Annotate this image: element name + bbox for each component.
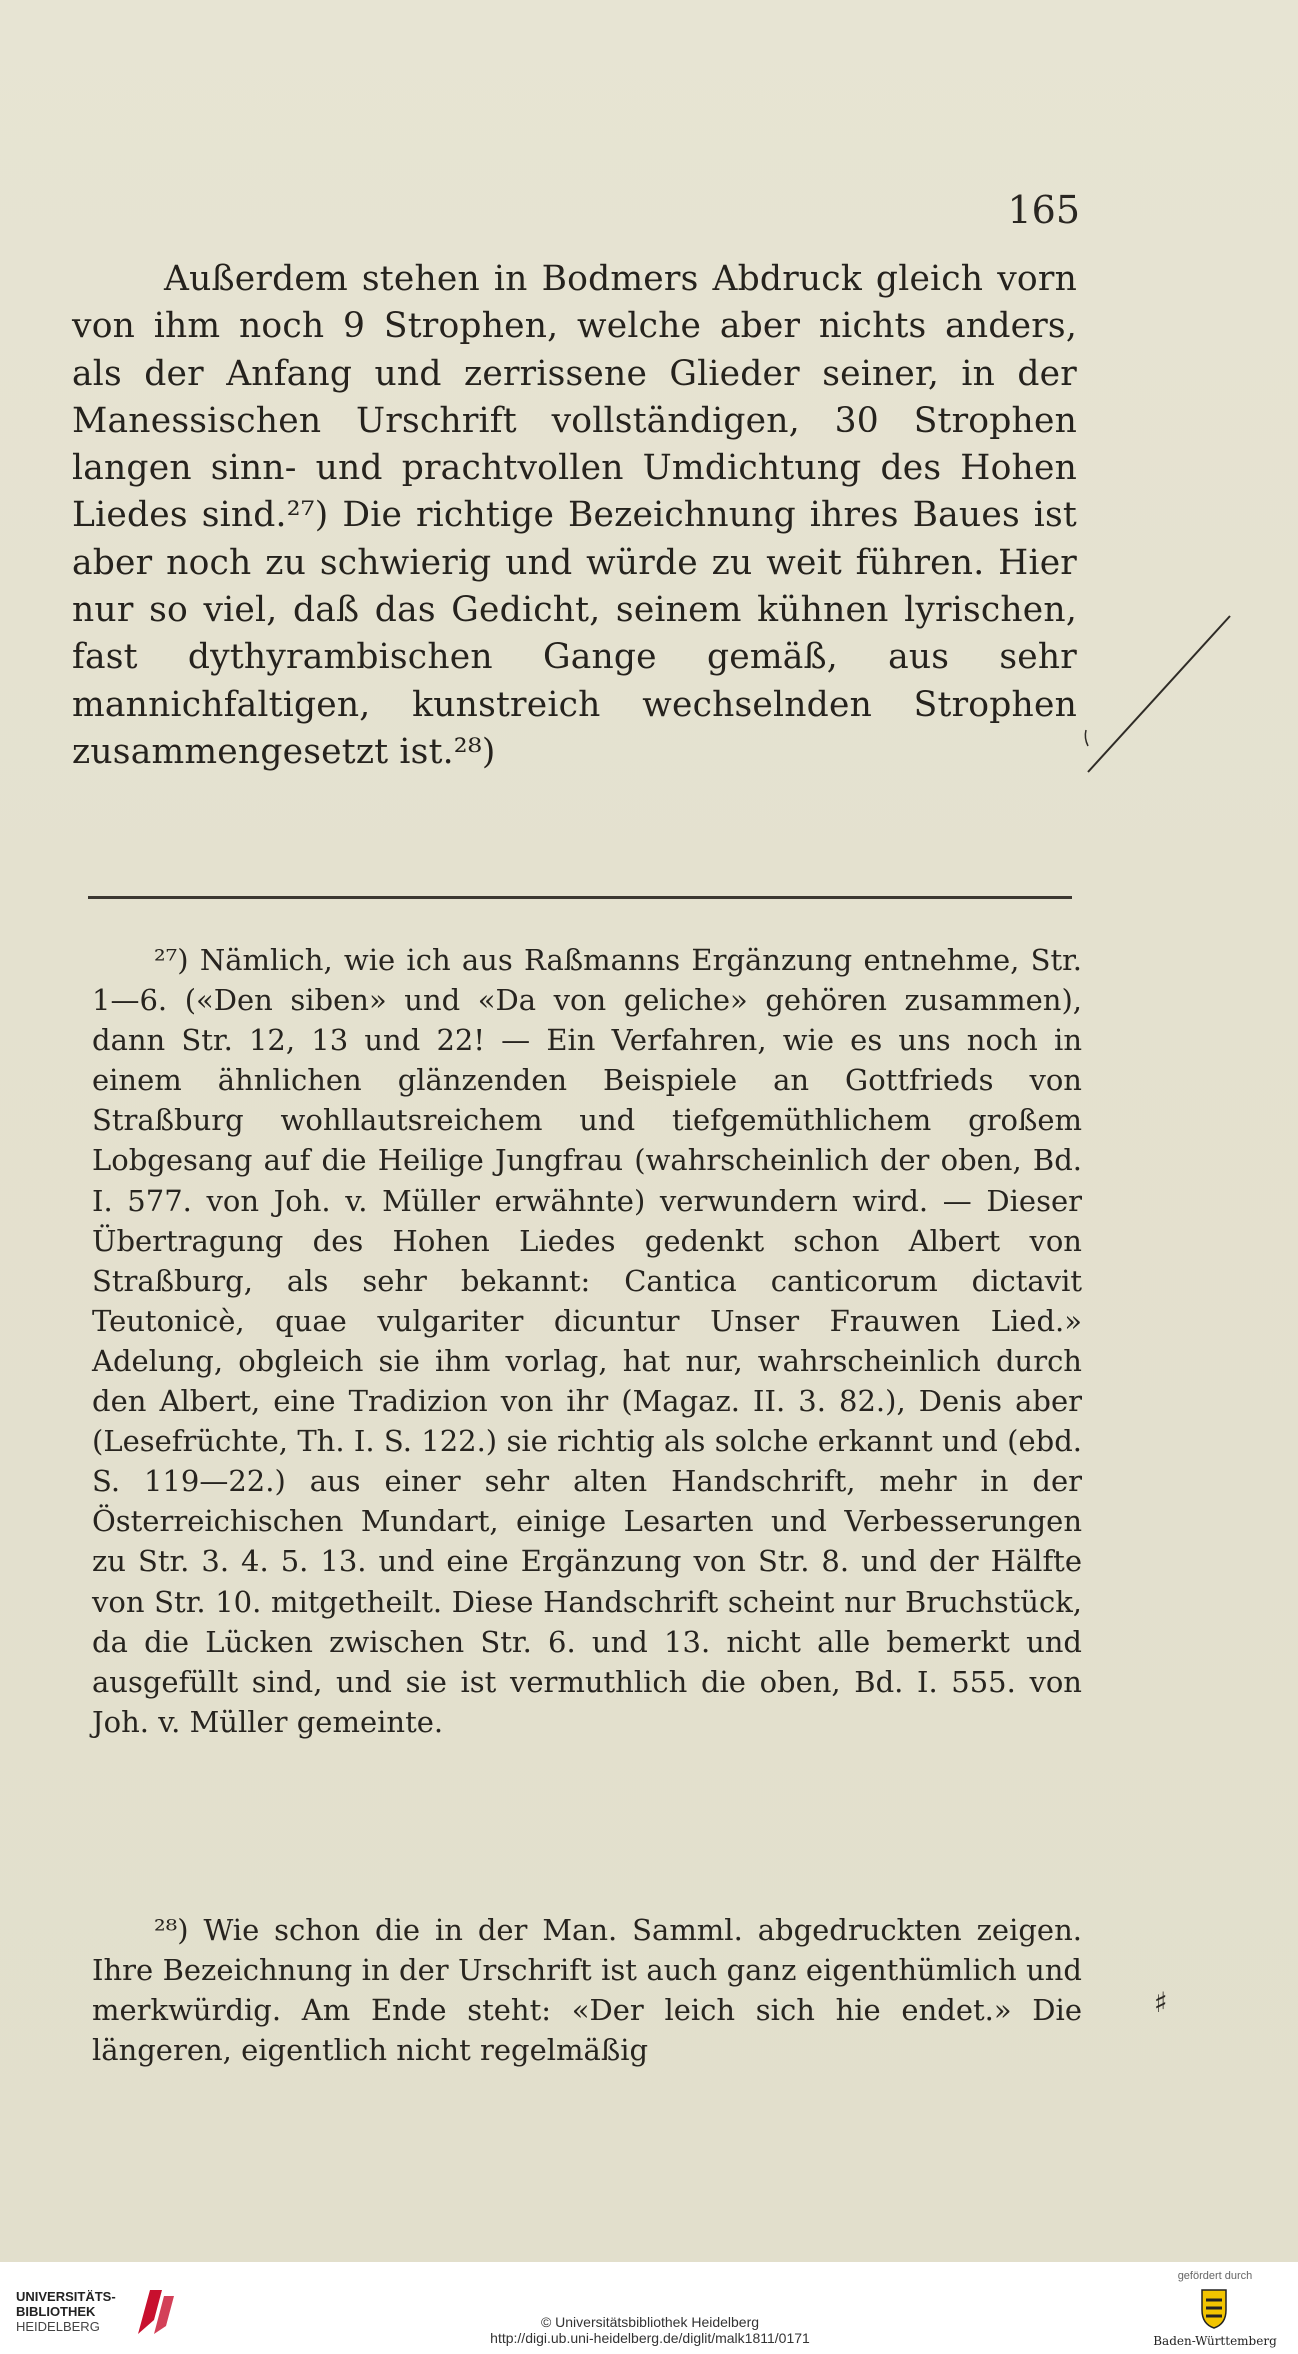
margin-mark: ♯ xyxy=(1154,1986,1168,2019)
library-line-3: HEIDELBERG xyxy=(16,2319,100,2334)
pen-mark-icon xyxy=(1080,610,1240,780)
baden-wuerttemberg-crest-icon xyxy=(1189,2286,1239,2330)
main-paragraph: Außerdem stehen in Bodmers Abdruck gleich vorn von ihm noch 9 Strophen, welche aber nichts anders, als der Anfang und zerrissene Glieder seiner, in der Manessischen Urschrift vollständigen, 30 Strophen langen sinn- und prachtvollen Umdichtung des Hohen Liedes sind.²⁷) Die richtige Bezeichnung ihres Baues ist aber noch zu schwierig und würde zu weit führen. Hier nur so viel, daß das Gedicht, seinem kühnen lyrischen, fast dythyrambischen Gange gemäß, aus sehr mannichfaltigen, kunstreich wechselnden Strophen zusammengesetzt ist.²⁸) xyxy=(72,259,1077,772)
permalink-url[interactable]: http://digi.ub.uni-heidelberg.de/diglit/malk1811/0171 xyxy=(490,2330,810,2346)
footnote-27: ²⁷) Nämlich, wie ich aus Raßmanns Ergänzung entnehme, Str. 1—6. («Den siben» und «Da von geliche» gehören zusammen), dann Str. 12, 13 und 22! — Ein Verfahren, wie es uns noch in einem ähnlichen glänzenden Beispiele an Gottfrieds von Straßburg wohllautsreichem und tiefgemüthlichem großem Lobgesang auf die Heilige Jungfrau (wahrscheinlich der oben, Bd. I. 577. von Joh. v. Müller erwähnte) verwundern wird. — Dieser Übertragung des Hohen Liedes gedenkt schon Albert von Straßburg, als sehr bekannt: Cantica canticorum dictavit Teutonicè, quae vulgariter dicuntur Unser Frauwen Lied.» Adelung, obgleich sie ihm vorlag, hat nur, wahrscheinlich durch den Albert, eine Tradizion von ihr (Magaz. II. 3. 82.), Denis aber (Lesefrüchte, Th. I. S. 122.) sie richtig als solche erkannt und (ebd. S. 119—22.) aus einer sehr alten Handschrift, mehr in der Österreichischen Mundart, einige Lesarten und Verbesserungen zu Str. 3. 4. 5. 13. und eine Ergänzung von Str. 8. und der Hälfte von Str. 10. mitgetheilt. Diese Handschrift scheint nur Bruchstück, da die Lücken zwischen Str. 6. und 13. nicht alle bemerkt und ausgefüllt sind, und sie ist vermuthlich die oben, Bd. I. 555. von Joh. v. Müller gemeinte. xyxy=(92,943,1082,1739)
copyright-block xyxy=(400,2314,900,2346)
funded-by-label: gefördert durch xyxy=(1177,2270,1253,2282)
library-line-2: BIBLIOTHEK xyxy=(16,2304,96,2319)
page-number: 165 xyxy=(1007,188,1080,232)
copyright-text: © Universitätsbibliothek Heidelberg xyxy=(540,2314,760,2330)
university-logo-icon[interactable] xyxy=(132,2280,180,2340)
funder-name: Baden-Württemberg xyxy=(1153,2334,1277,2348)
footnote-separator xyxy=(88,896,1072,899)
library-line-1: UNIVERSITÄTS- xyxy=(16,2289,116,2304)
library-logo-text[interactable] xyxy=(16,2289,116,2334)
footnote-28: ²⁸) Wie schon die in der Man. Samml. abgedruckten zeigen. Ihre Bezeichnung in der Urschrift ist auch ganz eigenthümlich und merkwürdig. Am Ende steht: «Der leich sich hie endet.» Die längeren, eigentlich nicht regelmäßig xyxy=(92,1913,1082,2068)
